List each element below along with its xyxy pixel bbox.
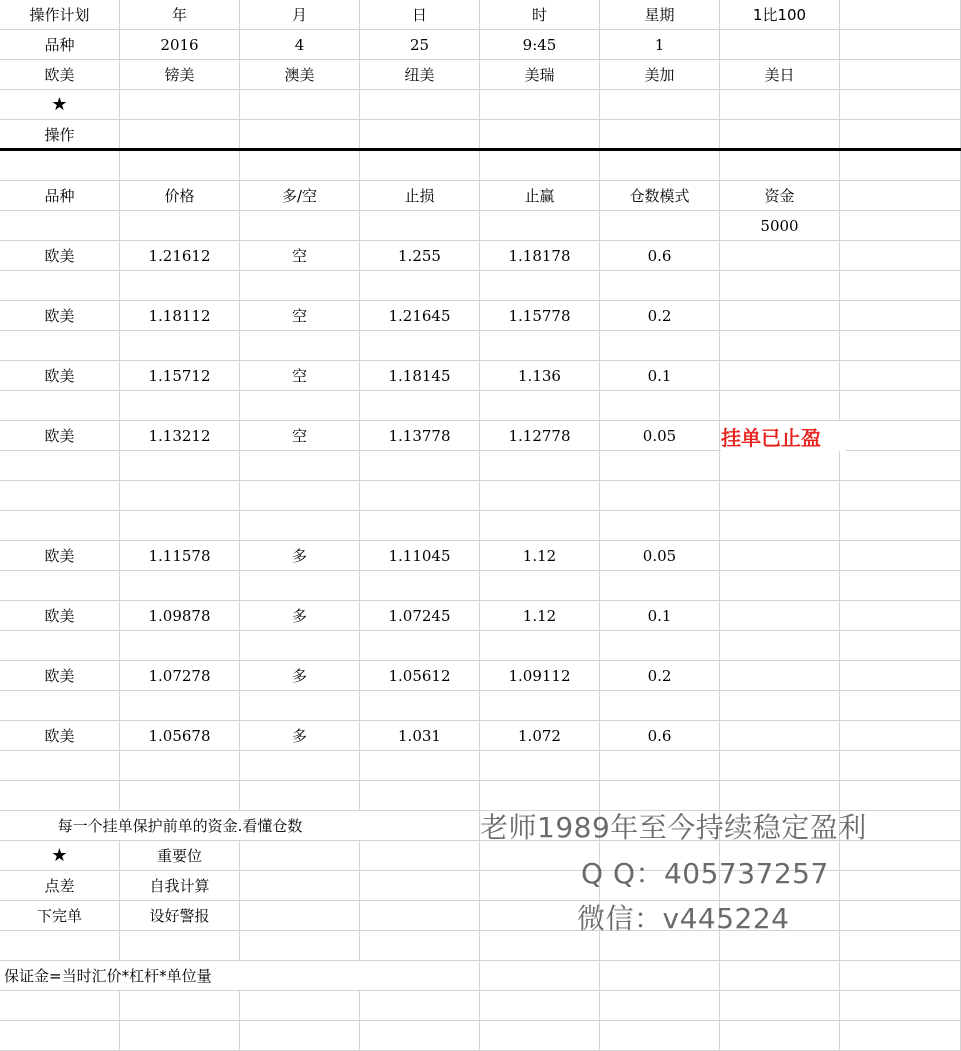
cell[interactable] [600, 90, 720, 120]
cell[interactable]: 1 [600, 30, 720, 60]
cell[interactable] [240, 331, 360, 361]
table-row [0, 60, 961, 90]
cell[interactable] [720, 691, 840, 721]
table-row [0, 90, 961, 120]
cell[interactable] [600, 451, 720, 481]
cell[interactable]: 1.21612 [120, 241, 240, 271]
cell[interactable]: 1.12 [480, 541, 600, 571]
table-row [0, 1021, 961, 1051]
cell[interactable] [360, 691, 480, 721]
cell[interactable] [840, 421, 961, 451]
cell[interactable] [360, 571, 480, 601]
cell[interactable] [120, 571, 240, 601]
cell[interactable] [840, 211, 961, 241]
cell[interactable]: 镑美 [120, 60, 240, 90]
table-row [0, 0, 961, 30]
cell[interactable] [240, 781, 360, 811]
cell[interactable]: 1.15778 [480, 301, 600, 331]
cell[interactable] [720, 751, 840, 781]
cell[interactable] [120, 151, 240, 181]
cell[interactable] [240, 90, 360, 120]
cell[interactable] [360, 631, 480, 661]
table-row [0, 931, 961, 961]
cell[interactable] [600, 991, 720, 1021]
cell[interactable]: 品种 [0, 30, 120, 60]
cell[interactable] [360, 991, 480, 1021]
table-row [0, 541, 961, 571]
cell[interactable] [360, 511, 480, 541]
cell[interactable] [120, 451, 240, 481]
table-row [0, 361, 961, 391]
cell[interactable] [360, 151, 480, 181]
cell[interactable] [480, 481, 600, 511]
overlay-line-2: Q Q：405737257 [581, 857, 829, 890]
cell[interactable] [720, 391, 840, 421]
cell[interactable]: 1.11045 [360, 541, 480, 571]
cell[interactable] [720, 1021, 840, 1051]
cell[interactable]: 1.21645 [360, 301, 480, 331]
cell[interactable] [0, 631, 120, 661]
cell[interactable] [600, 331, 720, 361]
cell[interactable] [120, 631, 240, 661]
cell[interactable] [720, 301, 840, 331]
cell[interactable] [0, 211, 120, 241]
cell[interactable] [240, 931, 360, 961]
cell[interactable] [480, 991, 600, 1021]
cell[interactable] [360, 1021, 480, 1051]
cell[interactable] [840, 661, 961, 691]
cell[interactable] [840, 361, 961, 391]
cell[interactable]: 0.2 [600, 661, 720, 691]
table-row [0, 271, 961, 301]
cell[interactable] [120, 211, 240, 241]
cell[interactable] [240, 271, 360, 301]
cell[interactable] [240, 631, 360, 661]
cell[interactable] [720, 481, 840, 511]
cell[interactable] [240, 511, 360, 541]
cell[interactable]: 1.255 [360, 241, 480, 271]
cell[interactable] [0, 391, 120, 421]
cell[interactable] [240, 1021, 360, 1051]
cell[interactable] [120, 691, 240, 721]
cell[interactable] [0, 451, 120, 481]
cell[interactable] [0, 271, 120, 301]
cell[interactable]: 0.05 [600, 421, 720, 451]
cell[interactable] [0, 571, 120, 601]
cell[interactable] [840, 901, 961, 931]
cell[interactable] [600, 391, 720, 421]
cell[interactable]: 1.07245 [360, 601, 480, 631]
cell[interactable]: 1.09878 [120, 601, 240, 631]
cell[interactable] [840, 241, 961, 271]
cell[interactable] [240, 871, 360, 901]
cell[interactable] [480, 511, 600, 541]
cell[interactable] [120, 271, 240, 301]
cell[interactable] [360, 451, 480, 481]
cell[interactable]: 止赢 [480, 181, 600, 211]
cell[interactable]: 1.18178 [480, 241, 600, 271]
cell[interactable] [840, 151, 961, 181]
cell[interactable]: 空 [240, 361, 360, 391]
cell[interactable] [240, 451, 360, 481]
cell[interactable]: 欧美 [0, 241, 120, 271]
cell[interactable] [840, 331, 961, 361]
cell[interactable] [720, 361, 840, 391]
cell[interactable]: 设好警报 [120, 901, 240, 931]
cell[interactable] [720, 511, 840, 541]
cell[interactable]: 1.18145 [360, 361, 480, 391]
table-row [0, 301, 961, 331]
cell[interactable]: 空 [240, 301, 360, 331]
cell[interactable] [840, 301, 961, 331]
cell[interactable]: 多/空 [240, 181, 360, 211]
table-row [0, 30, 961, 60]
cell[interactable] [720, 601, 840, 631]
cell[interactable] [240, 751, 360, 781]
cell[interactable]: 9:45 [480, 30, 600, 60]
cell[interactable] [600, 631, 720, 661]
cell[interactable] [720, 120, 840, 150]
cell[interactable] [840, 120, 961, 150]
cell[interactable] [480, 451, 600, 481]
cell[interactable] [840, 631, 961, 661]
cell[interactable] [600, 271, 720, 301]
table-row [0, 661, 961, 691]
cell[interactable] [0, 781, 120, 811]
cell[interactable]: 星期 [600, 0, 720, 30]
cell[interactable]: 1.07278 [120, 661, 240, 691]
cell[interactable]: 多 [240, 661, 360, 691]
cell[interactable] [0, 151, 120, 181]
cell[interactable] [720, 961, 840, 991]
cell[interactable] [720, 721, 840, 751]
cell[interactable] [360, 211, 480, 241]
cell[interactable] [240, 211, 360, 241]
cell[interactable]: 操作 [0, 120, 120, 150]
cell[interactable] [840, 391, 961, 421]
cell[interactable] [840, 571, 961, 601]
cell[interactable]: 空 [240, 421, 360, 451]
cell[interactable]: 4 [240, 30, 360, 60]
cell[interactable] [0, 991, 120, 1021]
cell[interactable]: 纽美 [360, 60, 480, 90]
cell[interactable]: 1.15712 [120, 361, 240, 391]
table-row [0, 120, 961, 150]
cell[interactable]: 品种 [0, 181, 120, 211]
cell[interactable]: 仓数模式 [600, 181, 720, 211]
cell[interactable]: 澳美 [240, 60, 360, 90]
cell[interactable] [240, 841, 360, 871]
cell[interactable] [840, 1021, 961, 1051]
section-divider [0, 148, 961, 151]
cell[interactable]: 点差 [0, 871, 120, 901]
cell[interactable]: 欧美 [0, 301, 120, 331]
table-row [0, 691, 961, 721]
cell[interactable] [720, 661, 840, 691]
cell[interactable] [840, 451, 961, 481]
cell[interactable] [360, 931, 480, 961]
cell[interactable] [480, 691, 600, 721]
protect-note: 每一个挂单保护前单的资金.看懂仓数 [0, 811, 360, 840]
cell[interactable] [720, 991, 840, 1021]
cell[interactable]: 1.09112 [480, 661, 600, 691]
cell[interactable]: 月 [240, 0, 360, 30]
cell[interactable] [360, 271, 480, 301]
cell[interactable] [600, 1021, 720, 1051]
cell[interactable]: 价格 [120, 181, 240, 211]
cell[interactable] [600, 211, 720, 241]
cell[interactable]: 自我计算 [120, 871, 240, 901]
cell[interactable] [720, 451, 840, 481]
cell[interactable] [0, 331, 120, 361]
cell[interactable]: 操作计划 [0, 0, 120, 30]
cell[interactable] [480, 211, 600, 241]
cell[interactable]: 0.1 [600, 361, 720, 391]
cell[interactable] [840, 691, 961, 721]
cell[interactable] [480, 120, 600, 150]
cell[interactable] [0, 1021, 120, 1051]
cell[interactable] [360, 781, 480, 811]
cell[interactable] [600, 481, 720, 511]
cell[interactable]: 1.12 [480, 601, 600, 631]
cell[interactable]: 1.11578 [120, 541, 240, 571]
cell[interactable] [600, 751, 720, 781]
margin-formula: 保证金=当时汇价*杠杆*单位量 [0, 961, 360, 990]
cell[interactable]: 1.13778 [360, 421, 480, 451]
cell[interactable] [600, 151, 720, 181]
cell[interactable]: 25 [360, 30, 480, 60]
cell[interactable]: 欧美 [0, 601, 120, 631]
cell[interactable]: 美日 [720, 60, 840, 90]
cell[interactable] [480, 151, 600, 181]
cell[interactable] [120, 1021, 240, 1051]
cell[interactable]: ★ [0, 90, 120, 120]
cell[interactable]: 止损 [360, 181, 480, 211]
cell[interactable]: 0.6 [600, 241, 720, 271]
cell[interactable] [360, 331, 480, 361]
cell[interactable]: 欧美 [0, 721, 120, 751]
cell[interactable] [720, 151, 840, 181]
table-row [0, 331, 961, 361]
cell[interactable] [240, 691, 360, 721]
cell[interactable] [120, 90, 240, 120]
cell[interactable]: 美加 [600, 60, 720, 90]
cell[interactable]: 欧美 [0, 60, 120, 90]
cell[interactable] [840, 30, 961, 60]
cell[interactable] [360, 841, 480, 871]
cell[interactable] [240, 120, 360, 150]
cell[interactable]: 2016 [120, 30, 240, 60]
cell[interactable] [480, 90, 600, 120]
cell[interactable] [360, 811, 480, 841]
table-row [0, 511, 961, 541]
table-row [0, 241, 961, 271]
cell[interactable]: 年 [120, 0, 240, 30]
cell[interactable] [720, 30, 840, 60]
cell[interactable] [240, 481, 360, 511]
cell[interactable]: 1.12778 [480, 421, 600, 451]
cell[interactable]: 1.18112 [120, 301, 240, 331]
cell[interactable]: 下完单 [0, 901, 120, 931]
cell[interactable] [720, 271, 840, 301]
cell[interactable]: 重要位 [120, 841, 240, 871]
cell[interactable]: 1.05612 [360, 661, 480, 691]
cell[interactable] [360, 391, 480, 421]
cell[interactable] [840, 991, 961, 1021]
cell[interactable] [840, 541, 961, 571]
cell[interactable] [120, 331, 240, 361]
cell[interactable] [240, 151, 360, 181]
cell[interactable]: 欧美 [0, 421, 120, 451]
cell[interactable] [480, 961, 600, 991]
cell[interactable]: 5000 [720, 211, 840, 241]
cell[interactable]: 1比100 [720, 0, 840, 30]
cell[interactable]: 0.05 [600, 541, 720, 571]
cell[interactable] [840, 721, 961, 751]
cell[interactable]: 1.05678 [120, 721, 240, 751]
cell[interactable] [840, 90, 961, 120]
cell[interactable] [480, 331, 600, 361]
cell[interactable] [480, 751, 600, 781]
table-row [0, 631, 961, 661]
cell[interactable] [480, 631, 600, 661]
cell[interactable] [0, 481, 120, 511]
cell[interactable] [600, 961, 720, 991]
cell[interactable] [480, 391, 600, 421]
cell[interactable]: 欧美 [0, 361, 120, 391]
cell[interactable] [840, 271, 961, 301]
cell[interactable] [840, 0, 961, 30]
cell[interactable]: 1.031 [360, 721, 480, 751]
table-row [0, 601, 961, 631]
cell[interactable]: 1.13212 [120, 421, 240, 451]
table-row [0, 391, 961, 421]
cell[interactable]: 资金 [720, 181, 840, 211]
cell[interactable] [240, 391, 360, 421]
cell[interactable] [0, 931, 120, 961]
cell[interactable] [120, 481, 240, 511]
table-row [0, 181, 961, 211]
table-row [0, 901, 961, 931]
table-row [0, 481, 961, 511]
cell[interactable] [120, 120, 240, 150]
table-row [0, 721, 961, 751]
cell[interactable] [840, 601, 961, 631]
cell[interactable] [480, 571, 600, 601]
cell[interactable] [120, 931, 240, 961]
cell[interactable] [0, 751, 120, 781]
cell[interactable]: 1.072 [480, 721, 600, 751]
cell[interactable] [840, 511, 961, 541]
cell[interactable] [360, 871, 480, 901]
cell[interactable] [120, 751, 240, 781]
cell[interactable] [600, 120, 720, 150]
cell[interactable] [840, 961, 961, 991]
cell[interactable]: 0.2 [600, 301, 720, 331]
cell[interactable]: 0.1 [600, 601, 720, 631]
cell[interactable] [120, 391, 240, 421]
cell[interactable]: 1.136 [480, 361, 600, 391]
cell[interactable] [840, 60, 961, 90]
cell[interactable] [360, 901, 480, 931]
table-row [0, 571, 961, 601]
cell[interactable]: 空 [240, 241, 360, 271]
cell[interactable]: 日 [360, 0, 480, 30]
cell[interactable] [120, 511, 240, 541]
cell[interactable] [0, 691, 120, 721]
cell[interactable] [840, 181, 961, 211]
cell[interactable] [240, 901, 360, 931]
cell[interactable] [720, 631, 840, 661]
table-row [0, 991, 961, 1021]
cell[interactable] [600, 691, 720, 721]
cell[interactable] [480, 271, 600, 301]
cell[interactable] [480, 1021, 600, 1051]
overlay-line-1: 老师1989年至今持续稳定盈利 [480, 811, 867, 844]
cell[interactable]: 多 [240, 541, 360, 571]
cell[interactable]: 0.6 [600, 721, 720, 751]
cell[interactable] [840, 871, 961, 901]
cell[interactable] [360, 120, 480, 150]
cell[interactable] [360, 90, 480, 120]
cell[interactable] [240, 991, 360, 1021]
overlay-line-3: 微信：v445224 [577, 902, 790, 935]
cell[interactable] [840, 751, 961, 781]
cell[interactable] [600, 571, 720, 601]
table-row [0, 751, 961, 781]
cell[interactable] [120, 781, 240, 811]
cell[interactable] [360, 961, 480, 991]
table-row [0, 451, 961, 481]
cell[interactable]: 时 [480, 0, 600, 30]
table-row [0, 151, 961, 181]
cell[interactable]: 欧美 [0, 661, 120, 691]
cell[interactable] [0, 511, 120, 541]
table-row [0, 211, 961, 241]
cell[interactable] [240, 571, 360, 601]
cell[interactable] [720, 541, 840, 571]
cell[interactable] [720, 571, 840, 601]
cell[interactable] [720, 90, 840, 120]
cell[interactable]: 欧美 [0, 541, 120, 571]
cell[interactable] [360, 481, 480, 511]
cell[interactable]: 多 [240, 601, 360, 631]
take-profit-note: 挂单已止盈 [721, 421, 846, 451]
cell[interactable] [120, 991, 240, 1021]
cell[interactable]: 美瑞 [480, 60, 600, 90]
cell[interactable] [840, 481, 961, 511]
cell[interactable] [360, 751, 480, 781]
cell[interactable] [600, 511, 720, 541]
cell[interactable] [840, 931, 961, 961]
cell[interactable]: 多 [240, 721, 360, 751]
cell[interactable]: ★ [0, 841, 120, 871]
cell[interactable] [720, 241, 840, 271]
cell[interactable] [720, 331, 840, 361]
